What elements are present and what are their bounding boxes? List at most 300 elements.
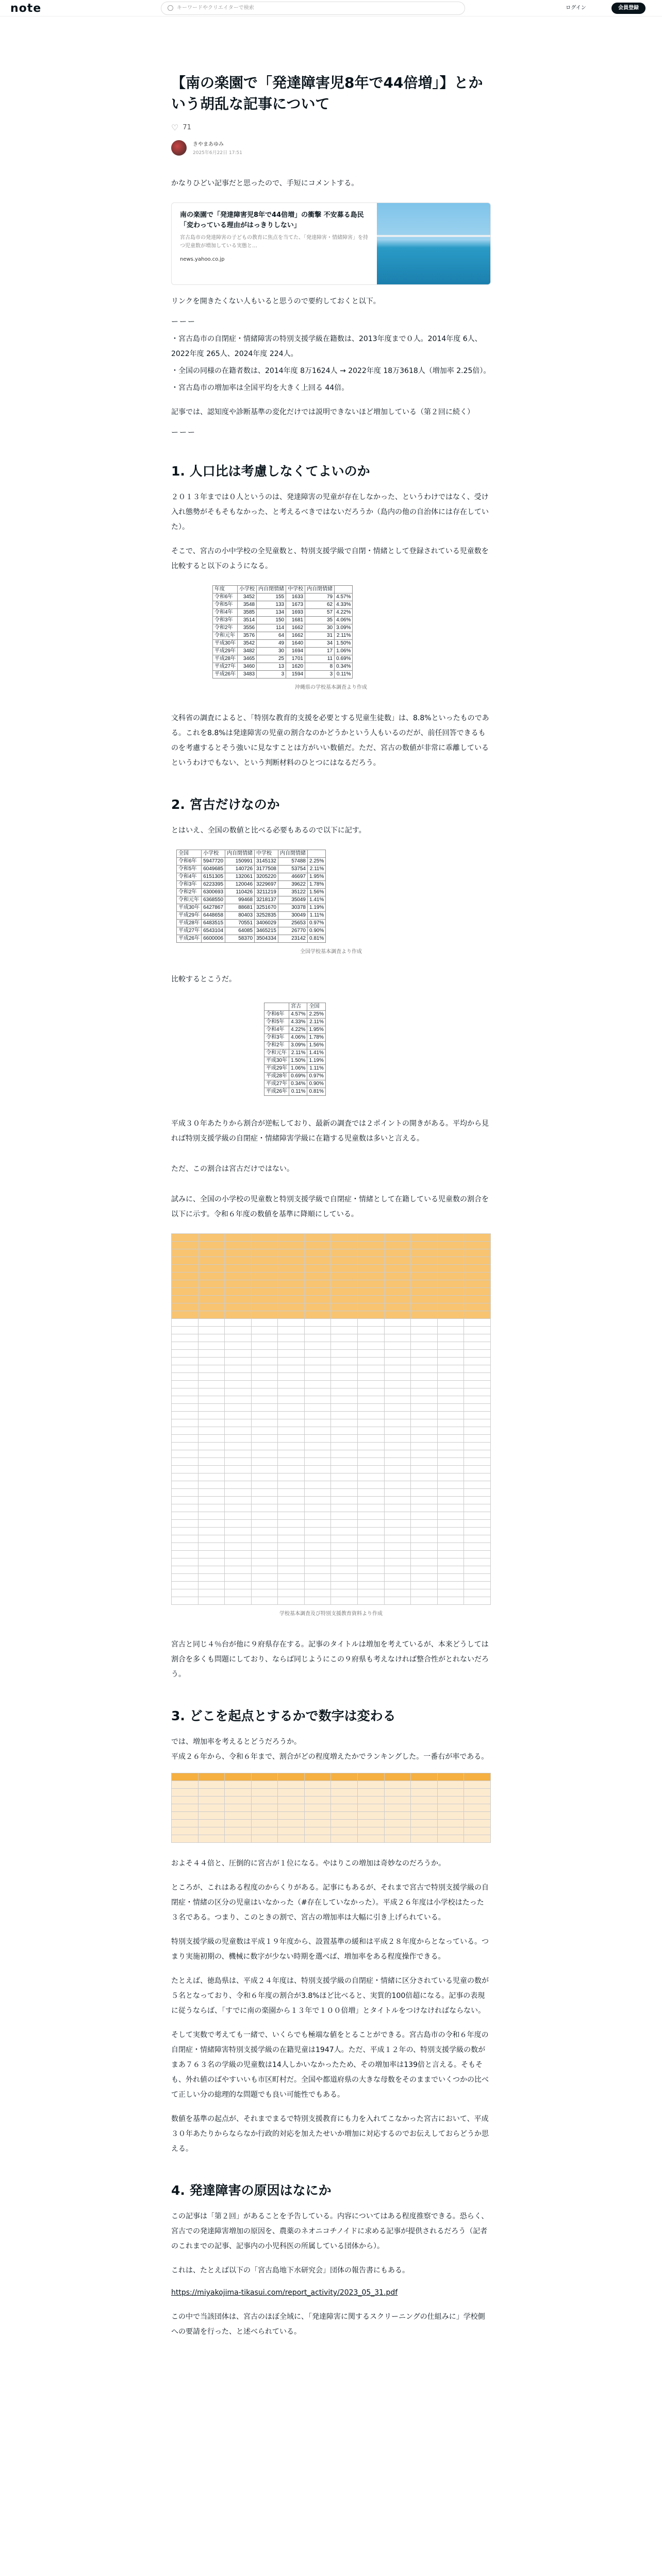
table-cell: 平成26年 [213,671,238,679]
table-cell: 0.81% [308,935,326,943]
decorative-cell [304,1827,331,1835]
header-cell: 小学校 [202,850,225,858]
table-cell: 4.33% [289,1019,307,1026]
author-info[interactable] [171,140,491,156]
decorative-cell [384,1473,411,1481]
decorative-cell [411,1582,438,1589]
decorative-cell [198,1543,225,1551]
decorative-cell [172,1458,198,1466]
decorative-cell [411,1381,438,1388]
decorative-cell [251,1473,278,1481]
decorative-cell [172,1551,198,1558]
heart-icon[interactable]: ♡ [171,123,179,132]
decorative-cell [225,1520,252,1528]
decorative-cell [251,1319,278,1327]
search-icon [168,5,173,11]
decorative-cell [358,1804,385,1812]
table-row [177,881,326,889]
decorative-cell [331,1373,358,1381]
decorative-cell [358,1597,385,1605]
decorative-cell [278,1319,305,1327]
decorative-cell [331,1249,358,1257]
decorative-cell [331,1520,358,1528]
decorative-cell [358,1365,385,1373]
decorative-cell [172,1835,198,1843]
decorative-cell [304,1582,331,1589]
table-cell: 令和2年 [264,1042,289,1049]
decorative-cell [384,1443,411,1450]
decorative-cell [331,1303,358,1311]
decorative-cell [198,1528,225,1535]
decorative-cell [411,1827,438,1835]
decorative-cell [278,1342,305,1350]
decorative-cell [198,1582,225,1589]
decorative-cell [251,1388,278,1396]
decorative-cell [411,1319,438,1327]
decorative-cell [278,1582,305,1589]
decorative-cell [172,1242,198,1249]
table-cell: 平成28年 [177,920,202,927]
decorative-cell [304,1257,331,1265]
report-link[interactable]: https://miyakojima-tikasui.com/report_activity/2023_05_31.pdf [171,2289,398,2297]
note-logo[interactable]: note [10,2,42,15]
decorative-cell [198,1427,225,1435]
search-input[interactable] [161,2,465,15]
decorative-cell [251,1504,278,1512]
decorative-cell [331,1404,358,1412]
decorative-cell [411,1358,438,1365]
decorative-cell [278,1334,305,1342]
table-cell: 49 [257,640,286,648]
author-name[interactable]: きやまあゆみ [193,142,224,147]
decorative-cell [278,1797,305,1804]
decorative-cell [464,1319,491,1327]
decorative-cell [437,1574,464,1582]
decorative-cell [384,1827,411,1835]
table-cell: 6483515 [202,920,225,927]
table-cell: 4.06% [289,1034,307,1042]
decorative-cell [437,1273,464,1280]
decorative-cell [198,1489,225,1497]
decorative-cell [331,1327,358,1334]
decorative-cell [225,1558,252,1566]
decorative-cell [251,1558,278,1566]
decorative-cell [304,1358,331,1365]
decorative-cell [411,1558,438,1566]
caption: 全国学校基本調査より作成 [300,949,362,955]
decorative-cell [464,1427,491,1435]
decorative-cell [384,1458,411,1466]
decorative-cell [384,1504,411,1512]
decorative-cell [411,1435,438,1443]
table-cell: 6300693 [202,889,225,896]
table-cell: 平成29年 [213,648,238,655]
decorative-cell [278,1773,305,1781]
decorative-cell [411,1388,438,1396]
publish-date: 2025年6月22日 17:51 [193,150,242,156]
decorative-cell [225,1589,252,1597]
decorative-cell [464,1249,491,1257]
decorative-cell [278,1473,305,1481]
decorative-cell [464,1466,491,1473]
decorative-cell [172,1319,198,1327]
signup-button[interactable]: 会員登録 [611,3,646,14]
decorative-cell [304,1450,331,1458]
decorative-cell [384,1558,411,1566]
decorative-cell [331,1489,358,1497]
table-cell: 3556 [238,624,257,632]
table-cell: 3218137 [255,896,278,904]
table-cell: 1.41% [307,1049,325,1057]
decorative-cell [358,1412,385,1419]
table-cell: 134 [257,609,286,617]
table-cell: 2.11% [307,1019,325,1026]
table-cell: 0.69% [335,655,353,663]
table-cell: 25 [257,655,286,663]
decorative-cell [278,1288,305,1296]
decorative-cell [225,1450,252,1458]
decorative-cell [304,1535,331,1543]
table-cell: 23142 [278,935,308,943]
decorative-cell [358,1234,385,1242]
decorative-cell [411,1789,438,1797]
like-bar [171,123,491,132]
decorative-cell [384,1551,411,1558]
decorative-cell [331,1412,358,1419]
decorative-cell [384,1566,411,1574]
decorative-cell [251,1797,278,1804]
decorative-cell [172,1435,198,1443]
decorative-cell [411,1473,438,1481]
decorative-cell [437,1458,464,1466]
table-cell: 令和3年 [213,617,238,624]
decorative-cell [172,1804,198,1812]
decorative-cell [384,1365,411,1373]
table-cell: 0.97% [307,1073,325,1080]
avatar[interactable] [171,140,187,156]
decorative-cell [251,1234,278,1242]
decorative-cell [225,1396,252,1404]
decorative-cell [198,1566,225,1574]
decorative-cell [278,1543,305,1551]
table-cell: 99468 [225,896,255,904]
table-row [264,1042,326,1049]
decorative-cell [464,1334,491,1342]
decorative-cell [411,1396,438,1404]
decorative-cell [198,1804,225,1812]
decorative-cell [358,1381,385,1388]
decorative-cell [225,1804,252,1812]
decorative-cell [225,1497,252,1504]
decorative-cell [464,1473,491,1481]
table-cell: 133 [257,601,286,609]
decorative-cell [331,1466,358,1473]
decorative-cell [278,1327,305,1334]
decorative-cell [411,1504,438,1512]
decorative-cell [384,1273,411,1280]
decorative-cell [464,1342,491,1350]
decorative-cell [304,1404,331,1412]
decorative-cell [172,1589,198,1597]
decorative-cell [304,1551,331,1558]
table-row [213,632,353,640]
table-cell: 平成26年 [177,935,202,943]
decorative-cell [411,1458,438,1466]
decorative-cell [331,1427,358,1435]
table-row [213,594,353,601]
table-row [213,640,353,648]
decorative-cell [278,1504,305,1512]
table-cell: 3504334 [255,935,278,943]
decorative-cell [278,1365,305,1373]
decorative-cell [437,1419,464,1427]
table-cell: 1662 [286,624,305,632]
decorative-cell [172,1489,198,1497]
decorative-cell [198,1558,225,1566]
decorative-cell [411,1404,438,1412]
header-cell [308,850,326,858]
table-cell: 1.06% [335,648,353,655]
table-row [213,617,353,624]
like-count: 71 [183,124,191,131]
decorative-cell [358,1242,385,1249]
table-header-row [264,1003,326,1011]
table-cell: 57 [305,609,335,617]
decorative-cell [225,1458,252,1466]
decorative-cell [304,1234,331,1242]
decorative-cell [358,1311,385,1319]
decorative-cell [464,1458,491,1466]
decorative-cell [251,1350,278,1358]
decorative-cell [411,1234,438,1242]
decorative-cell [411,1781,438,1789]
decorative-cell [172,1466,198,1473]
decorative-cell [437,1504,464,1512]
decorative-cell [331,1827,358,1835]
decorative-cell [304,1466,331,1473]
decorative-cell [358,1443,385,1450]
decorative-cell [225,1481,252,1489]
decorative-cell [358,1473,385,1481]
table-cell: 1594 [286,671,305,679]
decorative-cell [278,1435,305,1443]
decorative-cell [304,1249,331,1257]
decorative-cell [411,1249,438,1257]
decorative-cell [384,1381,411,1388]
decorative-cell [198,1466,225,1473]
table-row [177,920,326,927]
decorative-cell [304,1296,331,1303]
decorative-cell [464,1520,491,1528]
table-cell: 4.22% [289,1026,307,1034]
decorative-cell [304,1458,331,1466]
decorative-cell [278,1481,305,1489]
decorative-cell [172,1358,198,1365]
decorative-cell [358,1334,385,1342]
decorative-cell [172,1396,198,1404]
decorative-cell [384,1234,411,1242]
decorative-cell [411,1466,438,1473]
table-cell: 2.25% [308,858,326,866]
paragraph: 文科省の調査によると、「特別な教育的支援を必要とする児童生徒数」は、8.8%といったものである。これを8.8%は発達障害の児童の割合なのかどうかという人もいるのだが、前任回答できるものを考慮するとそう強いに見なすことは方がいい数値だ。ただ、宮古の数値が非常に乖離しているというわけでもない、という判断材料のひとつにはなるだろう。 [171,714,489,767]
embed-desc: 宮古島市の発達障害の子どもの教育に焦点を当てた、「発達障害・情緒障害」を持つ児童数が増加している実態と… [180,235,368,249]
decorative-cell [384,1773,411,1781]
decorative-cell [251,1435,278,1443]
decorative-cell [198,1835,225,1843]
table-cell: 令和6年 [213,594,238,601]
decorative-cell [304,1812,331,1820]
decorative-cell [464,1804,491,1812]
decorative-cell [198,1443,225,1450]
separator: ーーー [171,318,196,326]
table-cell: 平成28年 [213,655,238,663]
decorative-cell [251,1773,278,1781]
decorative-cell [358,1303,385,1311]
table-cell: 令和2年 [213,624,238,632]
table-cell: 令和元年 [177,896,202,904]
decorative-cell [411,1566,438,1574]
bullet: ・宮古島市の増加率は全国平均を大きく上回る 44倍。 [171,384,349,392]
decorative-cell [278,1373,305,1381]
table-cell: 令和4年 [264,1026,289,1034]
decorative-cell [251,1334,278,1342]
decorative-cell [437,1773,464,1781]
decorative-cell [304,1473,331,1481]
decorative-cell [251,1812,278,1820]
decorative-cell [251,1535,278,1543]
decorative-cell [358,1512,385,1520]
decorative-cell [198,1473,225,1481]
decorative-cell [172,1311,198,1319]
decorative-cell [198,1381,225,1388]
embed-card[interactable] [171,202,491,285]
decorative-cell [331,1543,358,1551]
decorative-cell [331,1435,358,1443]
table-cell: 3482 [238,648,257,655]
decorative-cell [172,1497,198,1504]
decorative-cell [411,1773,438,1781]
table-cell: 6543104 [202,927,225,935]
decorative-cell [278,1827,305,1835]
table-cell: 3252835 [255,912,278,920]
decorative-cell [384,1257,411,1265]
decorative-cell [198,1481,225,1489]
decorative-cell [198,1365,225,1373]
table-cell: 令和3年 [264,1034,289,1042]
decorative-cell [225,1303,252,1311]
decorative-cell [331,1242,358,1249]
decorative-cell [278,1311,305,1319]
decorative-cell [411,1334,438,1342]
decorative-cell [331,1450,358,1458]
decorative-cell [331,1458,358,1466]
table-row [213,663,353,671]
table-header-row [213,586,353,594]
table-row [264,1049,326,1057]
decorative-cell [278,1450,305,1458]
decorative-cell [331,1419,358,1427]
paragraph: この記事は「第２回」があることを予告している。内容についてはある程度推察できる。恐らく、宮古での発達障害増加の原因を、農薬のネオニコチノイドに求める記事が提供されるだろう（記者のこれまでの記事、記事内の小児科医の所属している団体から）。 [171,2212,489,2250]
table-cell: 1.50% [289,1057,307,1065]
decorative-cell [464,1412,491,1419]
decorative-cell [278,1789,305,1797]
decorative-cell [411,1543,438,1551]
decorative-cell [278,1597,305,1605]
table-row [177,935,326,943]
decorative-cell [437,1797,464,1804]
decorative-cell [225,1812,252,1820]
decorative-cell [172,1597,198,1605]
decorative-cell [358,1582,385,1589]
decorative-cell [198,1249,225,1257]
table-cell: 2.25% [307,1011,325,1019]
table-cell: 平成27年 [213,663,238,671]
decorative-cell [225,1789,252,1797]
decorative-cell [225,1773,252,1781]
decorative-cell [331,1789,358,1797]
decorative-cell [437,1404,464,1412]
decorative-cell [464,1234,491,1242]
decorative-cell [278,1419,305,1427]
decorative-cell [198,1257,225,1265]
table-cell: 1.78% [307,1034,325,1042]
section-heading: 2. 宮古だけなのか [171,797,280,812]
table-cell: 令和4年 [213,609,238,617]
decorative-cell [304,1512,331,1520]
decorative-cell [358,1435,385,1443]
decorative-cell [278,1412,305,1419]
decorative-cell [437,1443,464,1450]
decorative-cell [225,1381,252,1388]
table-cell: 1.11% [308,912,326,920]
table-cell: 46697 [278,873,308,881]
paragraph: 数値を基準の起点が、それまでまるで特別支援教育にも力を入れてこなかった宮古において、平成３０年あたりからならなか行政的対応を加えたせいか増加に対応するのでお伝えしておらどうか思える。 [171,2115,489,2153]
decorative-cell [198,1789,225,1797]
decorative-cell [358,1458,385,1466]
decorative-cell [198,1296,225,1303]
table-cell: 6049685 [202,866,225,873]
decorative-cell [358,1481,385,1489]
table-cell: 3211219 [255,889,278,896]
decorative-cell [251,1582,278,1589]
decorative-cell [437,1520,464,1528]
decorative-cell [411,1273,438,1280]
table-cell: 令和5年 [177,866,202,873]
decorative-cell [411,1327,438,1334]
table-cell: 4.06% [335,617,353,624]
login-button[interactable]: ログイン [566,5,586,11]
decorative-cell [411,1350,438,1358]
decorative-cell [384,1288,411,1296]
decorative-cell [331,1481,358,1489]
decorative-cell [172,1265,198,1273]
decorative-cell [198,1597,225,1605]
decorative-cell [331,1528,358,1535]
decorative-cell [384,1450,411,1458]
decorative-cell [437,1473,464,1481]
decorative-cell [304,1350,331,1358]
decorative-cell [411,1574,438,1582]
decorative-cell [358,1566,385,1574]
decorative-cell [251,1804,278,1812]
decorative-cell [198,1520,225,1528]
table-cell: 平成26年 [264,1088,289,1096]
decorative-cell [331,1812,358,1820]
decorative-cell [464,1381,491,1388]
decorative-cell [225,1265,252,1273]
decorative-cell [251,1574,278,1582]
decorative-cell [384,1589,411,1597]
